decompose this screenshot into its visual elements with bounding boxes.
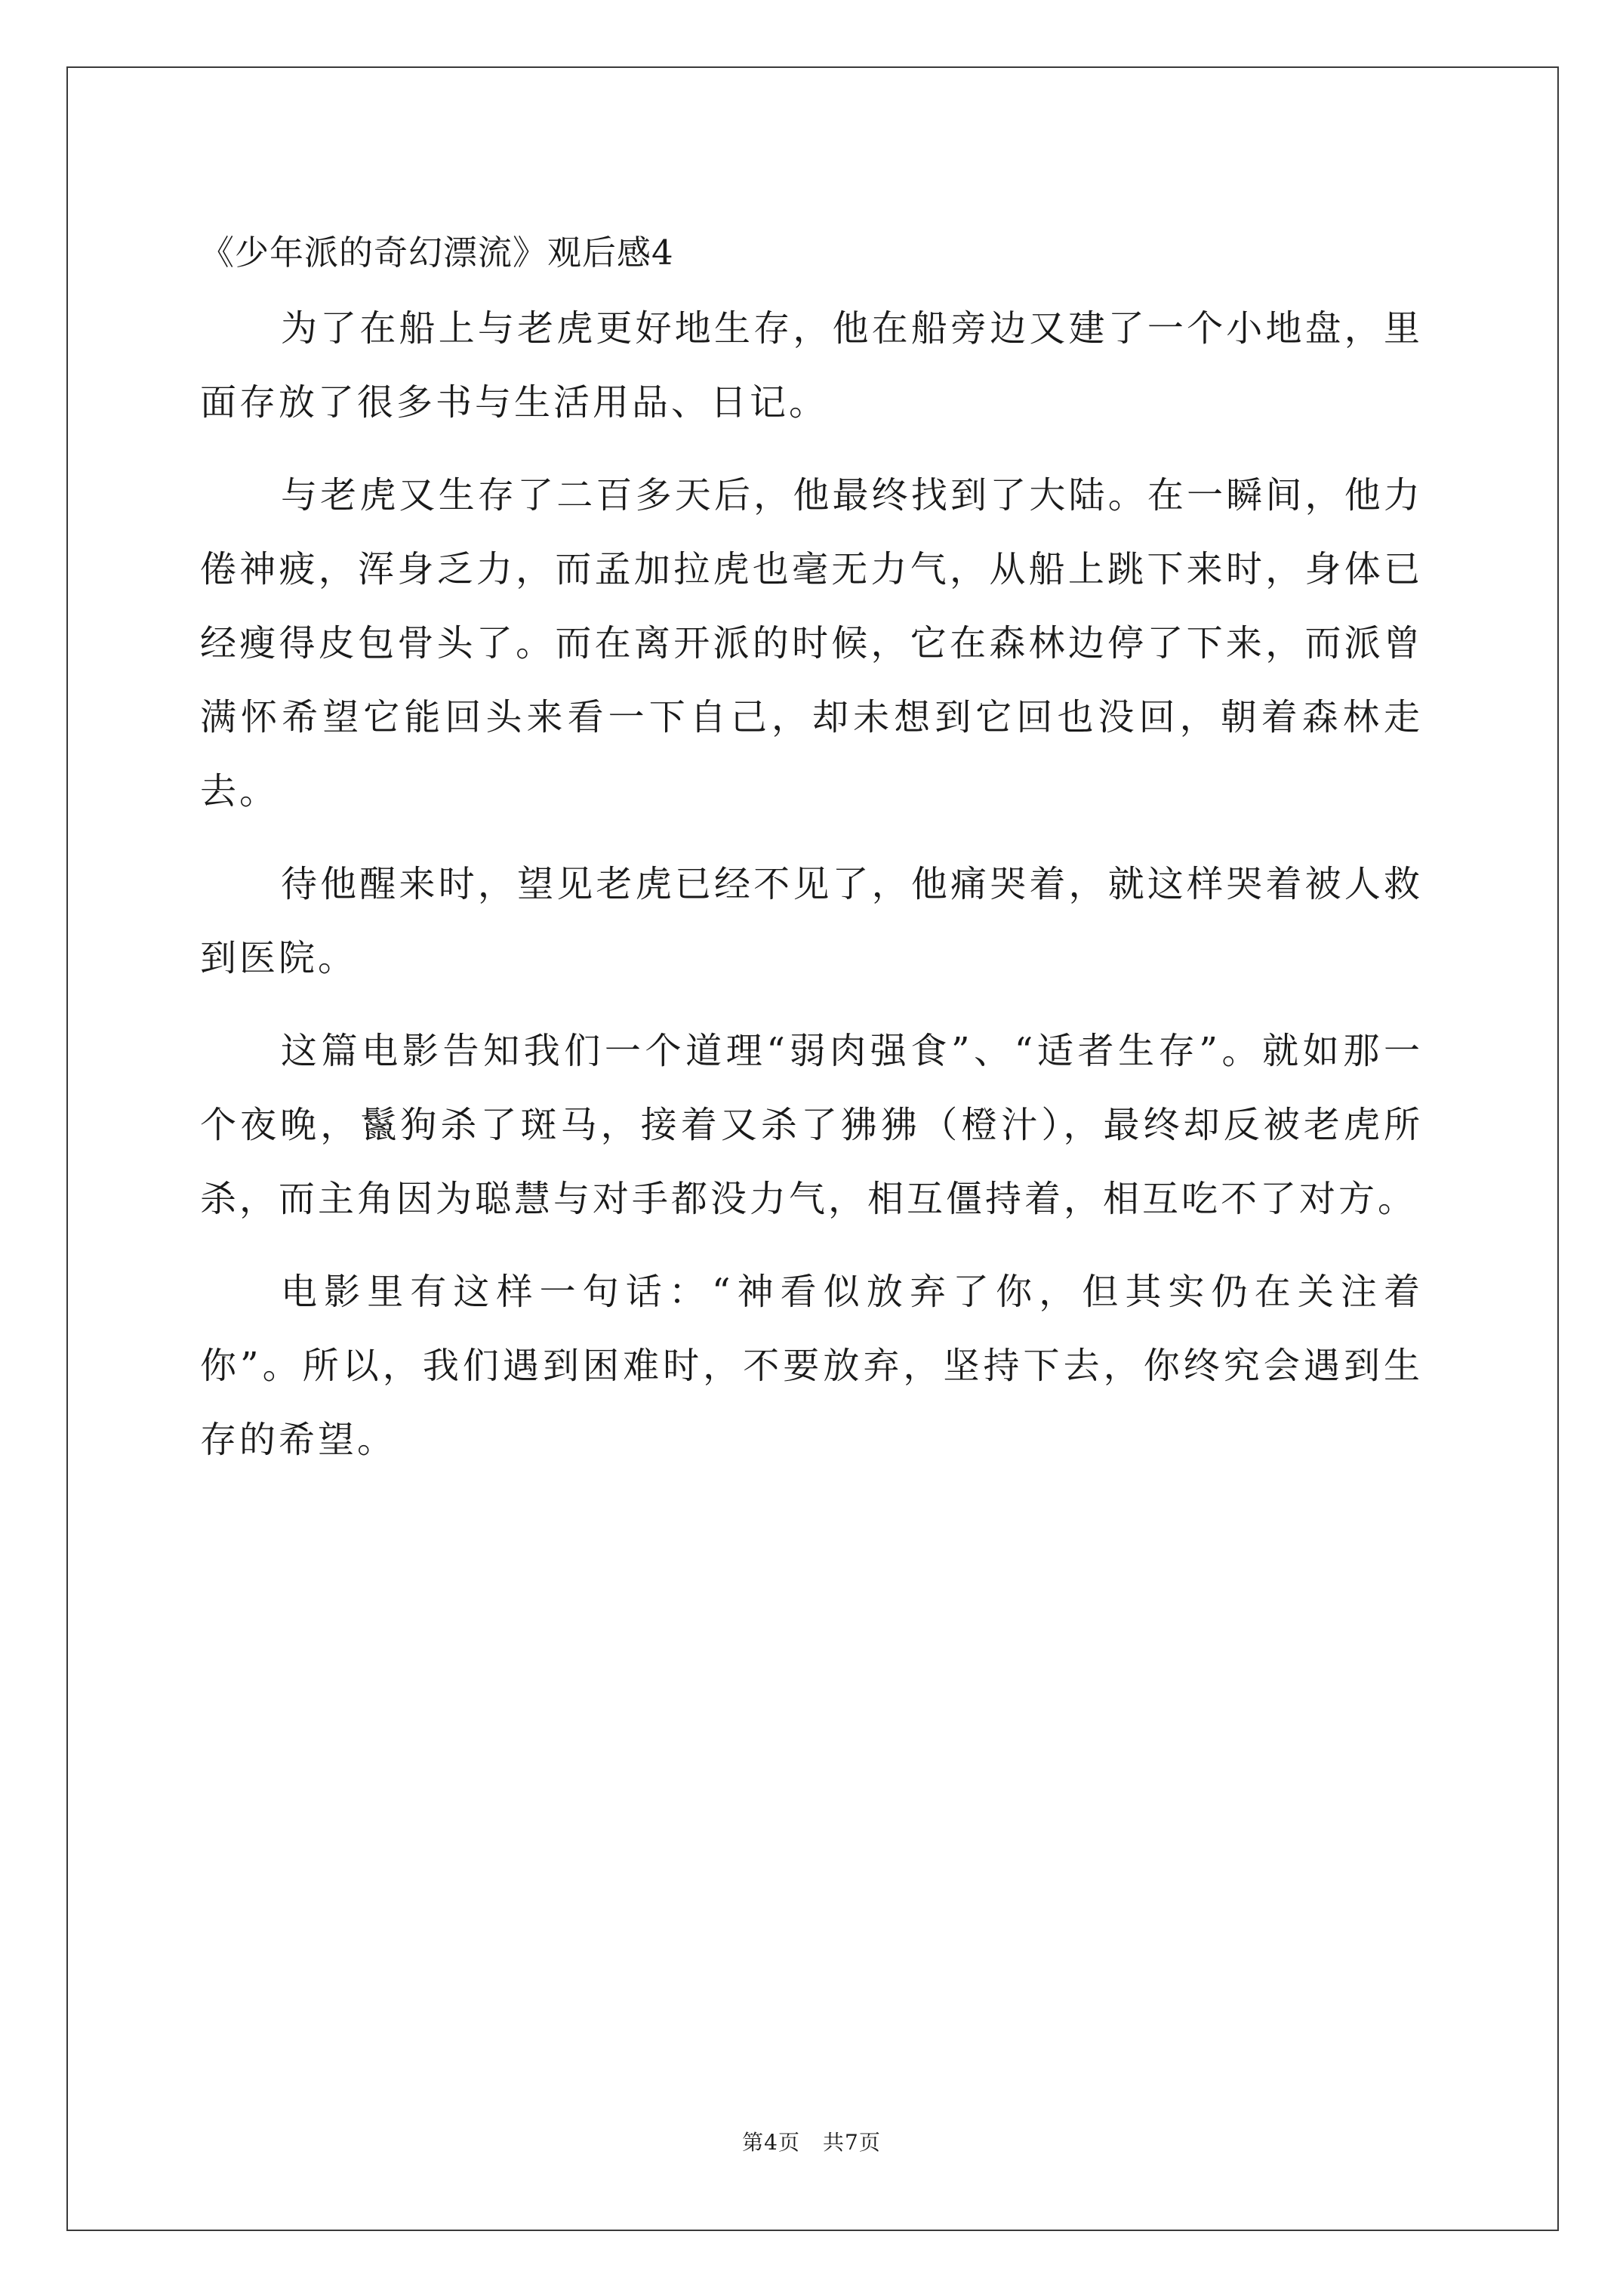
document-body [200,219,1423,1496]
paragraph: 待他醒来时，望见老虎已经不见了，他痛哭着，就这样哭着被人救到医院。 [200,863,1423,979]
page-footer [0,2128,1623,2158]
page-number-total: 共7页 [823,2130,881,2155]
page-number-current: 第4页 [742,2130,800,2155]
document-title: 《少年派的奇幻漂流》观后感4 [200,233,674,273]
paragraph: 电影里有这样一句话：“神看似放弃了你，但其实仍在关注着你”。所以，我们遇到困难时，不要放弃，坚持下去，你终究会遇到生存的希望。 [200,1271,1423,1461]
paragraph: 与老虎又生存了二百多天后，他最终找到了大陆。在一瞬间，他力倦神疲，浑身乏力，而孟加拉虎也毫无力气，从船上跳下来时，身体已经瘦得皮包骨头了。而在离开派的时候，它在森林边停了下来，而派曾满怀希望它能回头来看一下自己，却未想到它回也没回，朝着森林走去。 [200,474,1423,812]
paragraph: 这篇电影告知我们一个道理“弱肉强食”、“适者生存”。就如那一个夜晚，鬣狗杀了斑马，接着又杀了狒狒（橙汁），最终却反被老虎所杀，而主角因为聪慧与对手都没力气，相互僵持着，相互吃不了对方。 [200,1030,1423,1220]
paragraph: 为了在船上与老虎更好地生存，他在船旁边又建了一个小地盘，里面存放了很多书与生活用品、日记。 [200,307,1423,424]
